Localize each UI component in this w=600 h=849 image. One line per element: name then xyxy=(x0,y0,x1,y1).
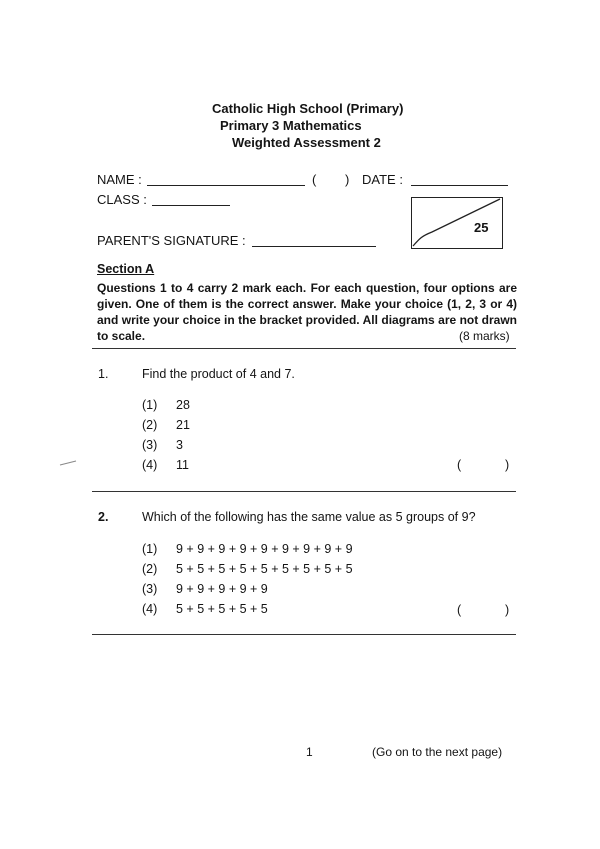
option-number: (3) xyxy=(142,438,158,452)
section-marks: (8 marks) xyxy=(459,329,510,343)
option-text: 21 xyxy=(176,418,190,432)
scan-mark xyxy=(58,458,80,468)
date-field[interactable] xyxy=(411,185,508,186)
option-2[interactable] xyxy=(142,562,353,576)
option-number: (3) xyxy=(142,582,158,596)
option-text: 5 + 5 + 5 + 5 + 5 xyxy=(176,602,268,616)
parent-signature-field[interactable] xyxy=(252,246,376,247)
option-text: 28 xyxy=(176,398,190,412)
class-label: CLASS : xyxy=(97,192,147,207)
option-text: 3 xyxy=(176,438,183,452)
divider xyxy=(92,491,516,492)
question-text: Find the product of 4 and 7. xyxy=(142,367,295,381)
continue-note: (Go on to the next page) xyxy=(372,745,503,759)
index-number-field[interactable] xyxy=(322,170,342,188)
name-field[interactable] xyxy=(147,185,305,186)
option-4[interactable] xyxy=(142,458,189,472)
class-field[interactable] xyxy=(152,205,230,206)
date-label: DATE : xyxy=(362,172,403,187)
option-text: 9 + 9 + 9 + 9 + 9 + 9 + 9 + 9 + 9 xyxy=(176,542,353,556)
option-number: (1) xyxy=(142,398,158,412)
option-number: (1) xyxy=(142,542,158,556)
subject-title: Primary 3 Mathematics xyxy=(220,118,362,133)
option-number: (4) xyxy=(142,458,158,472)
answer-open-paren: ( xyxy=(457,458,462,472)
option-3[interactable] xyxy=(142,438,183,452)
total-marks: 25 xyxy=(474,220,489,235)
answer-close-paren: ) xyxy=(505,458,510,472)
score-box xyxy=(411,197,503,249)
option-1[interactable] xyxy=(142,542,353,556)
parent-signature-label: PARENT'S SIGNATURE : xyxy=(97,233,246,248)
option-1[interactable] xyxy=(142,398,190,412)
answer-bracket-q1[interactable] xyxy=(465,456,503,474)
answer-bracket-q2[interactable] xyxy=(465,601,503,619)
option-number: (2) xyxy=(142,418,158,432)
answer-open-paren: ( xyxy=(457,603,462,617)
index-close-paren: ) xyxy=(345,172,350,187)
question-number: 2. xyxy=(98,510,109,524)
option-text: 9 + 9 + 9 + 9 + 9 xyxy=(176,582,268,596)
option-2[interactable] xyxy=(142,418,190,432)
answer-close-paren: ) xyxy=(505,603,510,617)
index-open-paren: ( xyxy=(312,172,317,187)
page-number: 1 xyxy=(306,745,313,759)
option-text: 11 xyxy=(176,458,189,472)
question-number: 1. xyxy=(98,367,109,381)
divider xyxy=(92,634,516,635)
option-3[interactable] xyxy=(142,582,268,596)
divider xyxy=(92,348,516,349)
name-label: NAME : xyxy=(97,172,142,187)
question-text: Which of the following has the same value as 5 groups of 9? xyxy=(142,510,476,524)
section-instructions: Questions 1 to 4 carry 2 mark each. For each question, four options are given. One of them is the correct answer. Make your choice (1, 2, 3 or 4) and write your choice in the bracket provided. All diagrams are not drawn to scale. xyxy=(97,281,517,343)
school-name: Catholic High School (Primary) xyxy=(212,101,404,116)
option-number: (4) xyxy=(142,602,158,616)
option-4[interactable] xyxy=(142,602,268,616)
option-number: (2) xyxy=(142,562,158,576)
assessment-title: Weighted Assessment 2 xyxy=(232,135,381,150)
section-title: Section A xyxy=(97,262,155,276)
option-text: 5 + 5 + 5 + 5 + 5 + 5 + 5 + 5 + 5 xyxy=(176,562,353,576)
